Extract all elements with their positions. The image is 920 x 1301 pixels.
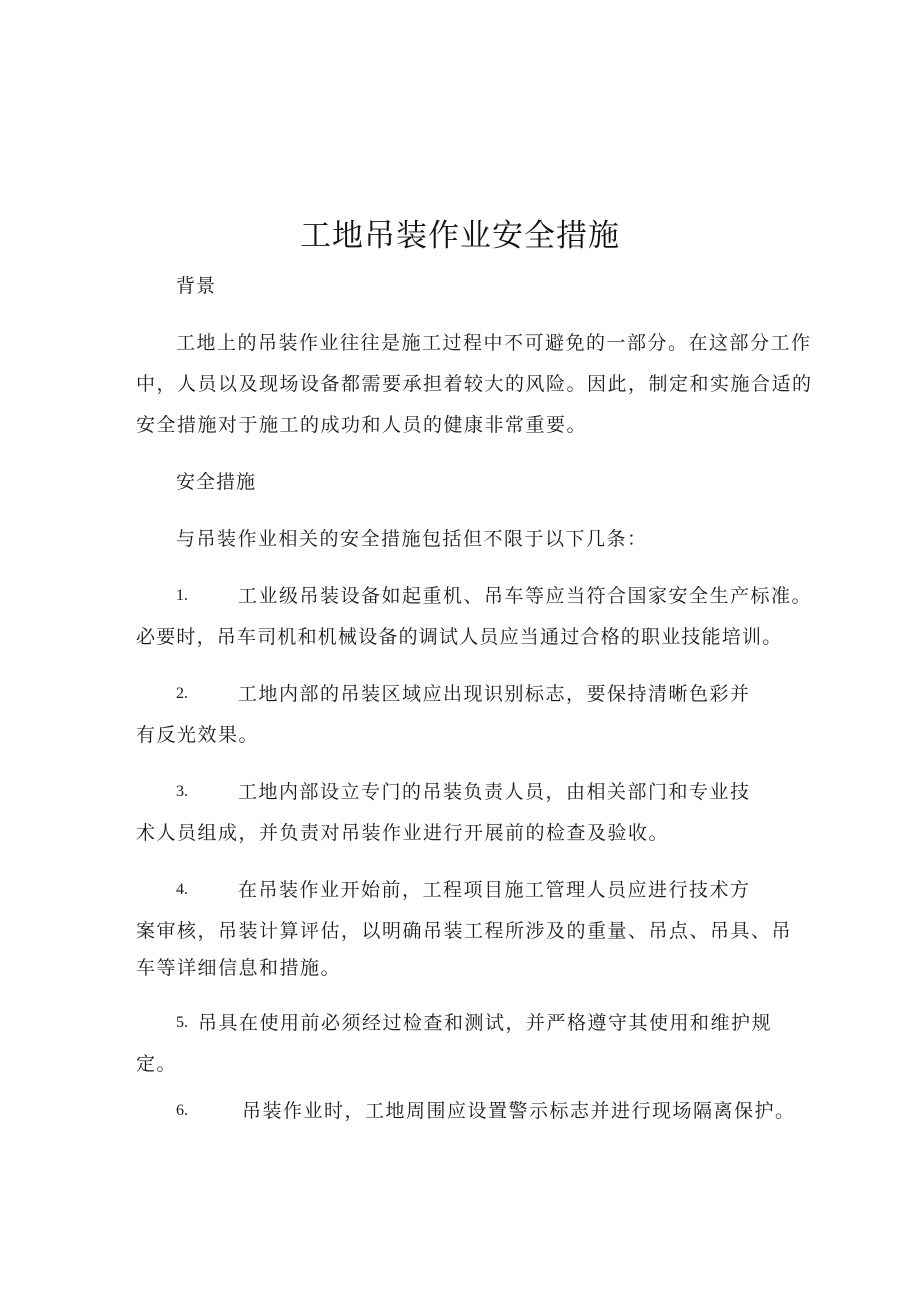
measures-intro: 与吊装作业相关的安全措施包括但不限于以下几条： (176, 528, 648, 550)
list-item-line: 吊具在使用前必须经过检查和测试，并严格遵守其使用和维护规 (198, 1012, 773, 1034)
list-item-line: 定。 (136, 1053, 178, 1075)
list-item-line: 必要时，吊车司机和机械设备的调试人员应当通过合格的职业技能培训。 (136, 626, 783, 648)
list-item-line: 车等详细信息和措施。 (136, 957, 342, 979)
list-item-line: 有反光效果。 (136, 724, 260, 746)
document-title: 工地吊装作业安全措施 (300, 218, 620, 254)
list-item-number: 5. (176, 1014, 188, 1031)
list-item-line: 案审核，吊装计算评估，以明确吊装工程所涉及的重量、吊点、吊具、吊 (136, 920, 793, 942)
list-item-number: 4. (176, 881, 188, 898)
background-line: 工地上的吊装作业往往是施工过程中不可避免的一部分。在这部分工作 (176, 332, 812, 354)
list-item-line: 工业级吊装设备如起重机、吊车等应当符合国家安全生产标准。 (238, 585, 813, 607)
list-item-number: 2. (176, 685, 188, 702)
list-item-line: 工地内部设立专门的吊装负责人员，由相关部门和专业技 (238, 781, 751, 803)
measures-heading: 安全措施 (176, 471, 257, 493)
list-item-line: 在吊装作业开始前，工程项目施工管理人员应进行技术方 (238, 879, 751, 901)
background-heading: 背景 (176, 275, 217, 297)
list-item-line: 吊装作业时，工地周围应设置警示标志并进行现场隔离保护。 (242, 1100, 796, 1122)
background-line: 安全措施对于施工的成功和人员的健康非常重要。 (136, 414, 588, 436)
list-item-number: 6. (176, 1102, 188, 1119)
list-item-line: 工地内部的吊装区域应出现识别标志，要保持清晰色彩并 (238, 683, 751, 705)
background-line: 中，人员以及现场设备都需要承担着较大的风险。因此，制定和实施合适的 (136, 373, 813, 395)
list-item-number: 1. (176, 587, 188, 604)
list-item-number: 3. (176, 783, 188, 800)
list-item-line: 术人员组成，并负责对吊装作业进行开展前的检查及验收。 (136, 822, 670, 844)
